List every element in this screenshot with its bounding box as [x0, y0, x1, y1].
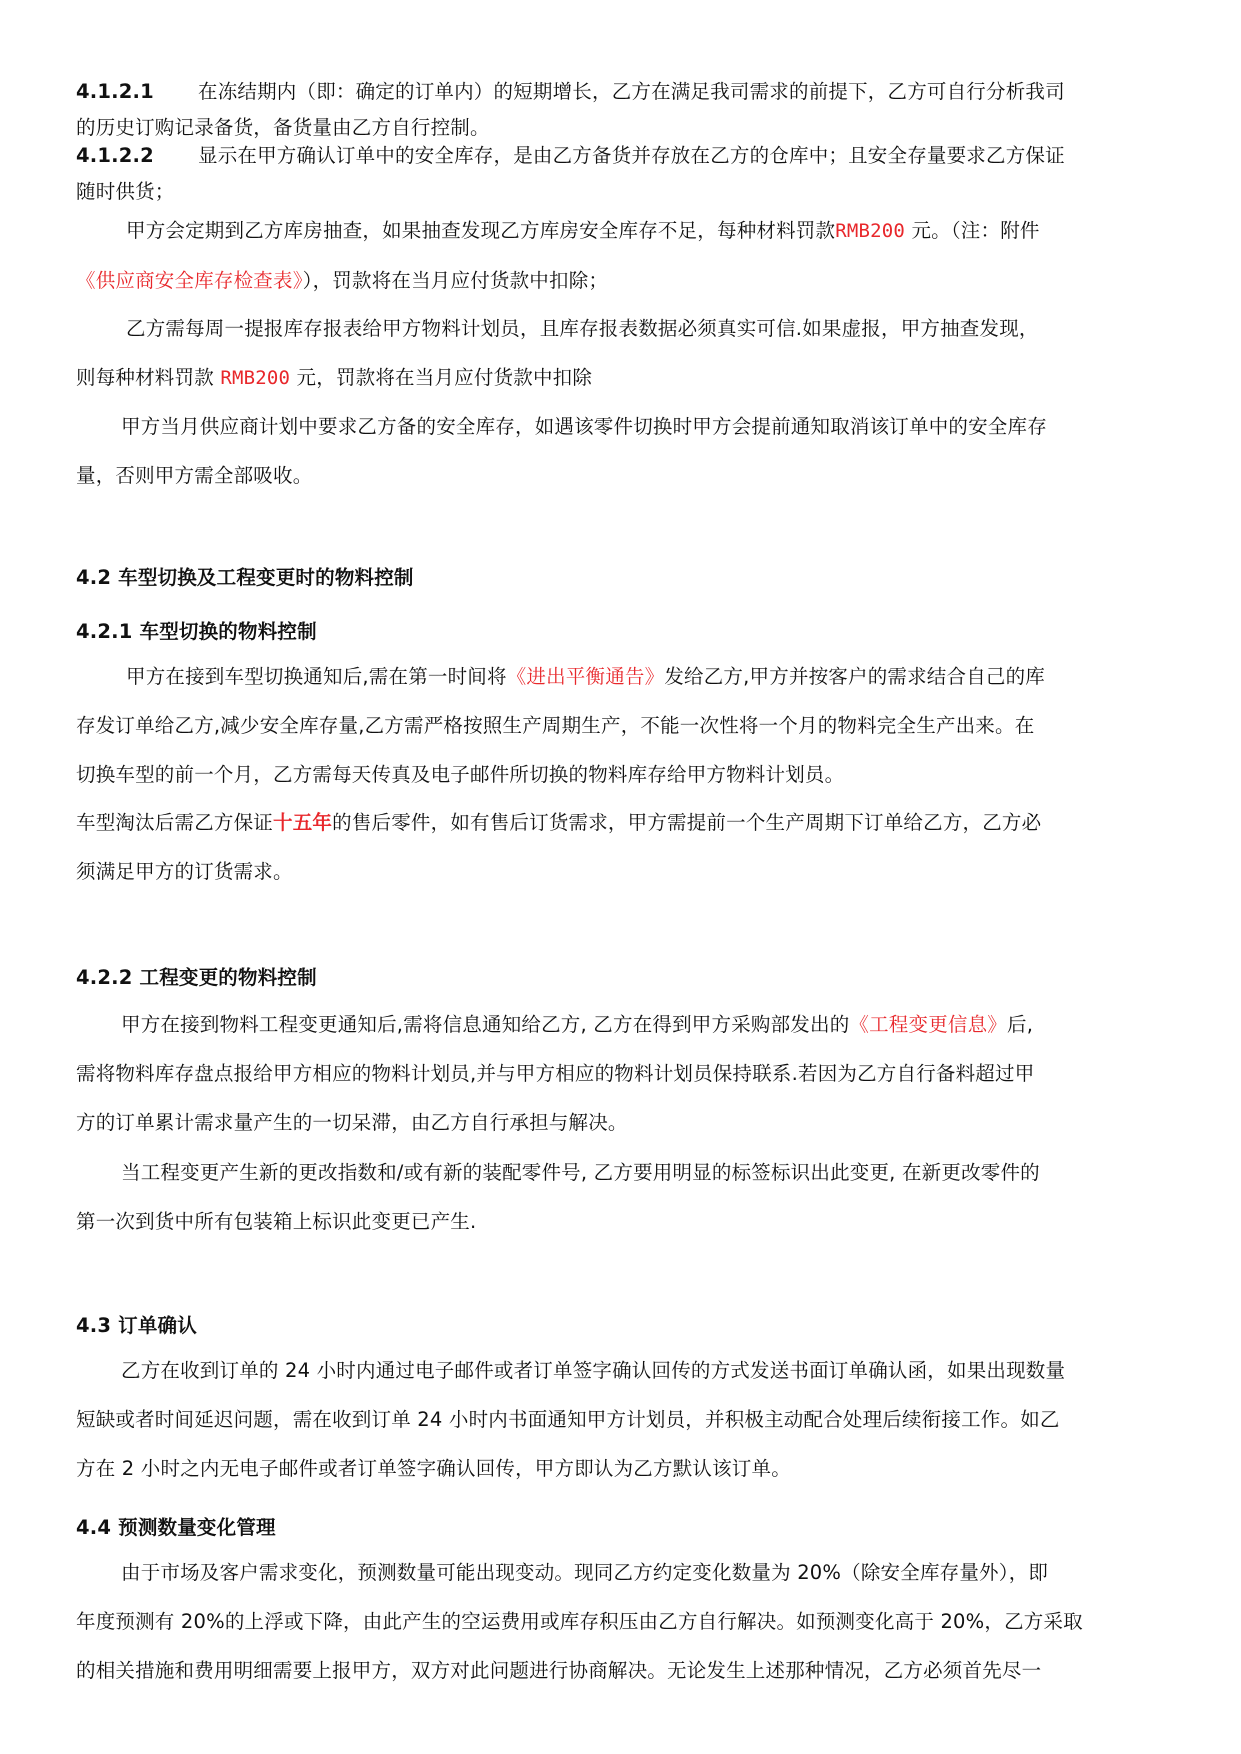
paragraph-change-labeling — [76, 1148, 1174, 1246]
document-reference: 《工程变更信息》 — [849, 1013, 1008, 1036]
text-line: 切换车型的前一个月，乙方需每天传真及电子邮件所切换的物料库存给甲方物料计划员。 — [76, 763, 845, 786]
text-line: 乙方需每周一提报库存报表给甲方物料计划员，且库存报表数据必须真实可信.如果虚报，甲方抽查发现， — [126, 317, 1039, 340]
text-line: 显示在甲方确认订单中的安全库存，是由乙方备货并存放在乙方的仓库中；且安全存量要求乙方保证 — [198, 144, 1065, 167]
text-line: 存发订单给乙方,减少安全库存量,乙方需严格按照生产周期生产，不能一次性将一个月的物料完全生产出来。在 — [76, 714, 1035, 737]
section-heading-4-3: 4.3 订单确认 — [76, 1314, 197, 1337]
clause-number: 4.1.2.1 — [76, 80, 154, 103]
document-reference: 《进出平衡通告》 — [506, 665, 665, 688]
text-line: 当工程变更产生新的更改指数和/或有新的装配零件号, 乙方要用明显的标签标识出此变更, 在新更改零件的 — [121, 1161, 1040, 1184]
section-heading-4-2-1: 4.2.1 车型切换的物料控制 — [76, 620, 317, 643]
clause-4-1-2-1 — [76, 74, 1174, 146]
paragraph-forecast-change — [76, 1548, 1174, 1695]
clause-number: 4.1.2.2 — [76, 144, 154, 167]
text-line: 随时供货； — [76, 180, 175, 203]
text-line: 由于市场及客户需求变化，预测数量可能出现变动。现同乙方约定变化数量为 20%（除安全库存量外），即 — [121, 1561, 1049, 1584]
text-line: 年度预测有 20%的上浮或下降，由此产生的空运费用或库存积压由乙方自行解决。如预测变化高于 20%，乙方采取 — [76, 1610, 1083, 1633]
section-heading-4-2-2: 4.2.2 工程变更的物料控制 — [76, 966, 317, 989]
attachment-reference: 《供应商安全库存检查表》 — [76, 269, 303, 292]
paragraph-spot-check: 甲方会定期到乙方库房抽查，如果抽查发现乙方库房安全库存不足，每种材料罚款RMB200 元。（注：附件 《供应商安全库存检查表》），罚款将在当月应付货款中扣除； — [76, 219, 1040, 292]
section-heading-4-4: 4.4 预测数量变化管理 — [76, 1516, 276, 1539]
fine-amount: RMB200 — [220, 367, 291, 389]
text-line: 须满足甲方的订货需求。 — [76, 860, 293, 883]
section-heading-4-2: 4.2 车型切换及工程变更时的物料控制 — [76, 566, 414, 589]
text-line: 短缺或者时间延迟问题，需在收到订单 24 小时内书面通知甲方计划员，并积极主动配合处理后续衔接工作。如乙 — [76, 1408, 1060, 1431]
paragraph-after-sales: 车型淘汰后需乙方保证十五年的售后零件，如有售后订货需求，甲方需提前一个生产周期下订单给乙方，乙方必 须满足甲方的订货需求。 — [76, 798, 1174, 896]
text-line: 第一次到货中所有包装箱上标识此变更已产生. — [76, 1210, 477, 1233]
text-line: 甲方当月供应商计划中要求乙方备的安全库存，如遇该零件切换时甲方会提前通知取消该订单中的安全库存 — [121, 415, 1047, 438]
paragraph-engineering-change: 甲方在接到物料工程变更通知后,需将信息通知给乙方, 乙方在得到甲方采购部发出的《工程变更信息》后, 需将物料库存盘点报给甲方相应的物料计划员,并与甲方相应的物料计划员保持联系.若因为乙方自行备料超过甲 方的订单累计需求量产生的一切呆滞，由乙方自行承担与解决。 — [76, 1000, 1174, 1147]
paragraph-safety-stock-cancel — [76, 402, 1174, 500]
fine-amount: RMB200 — [835, 220, 906, 242]
text-line: 的历史订购记录备货，备货量由乙方自行控制。 — [76, 116, 490, 139]
text-line: 量，否则甲方需全部吸收。 — [76, 464, 313, 487]
paragraph-inventory-report: 乙方需每周一提报库存报表给甲方物料计划员，且库存报表数据必须真实可信.如果虚报，甲方抽查发现， 则每种材料罚款 RMB200 元，罚款将在当月应付货款中扣除 — [76, 304, 1174, 403]
paragraph-model-switch: 甲方在接到车型切换通知后,需在第一时间将《进出平衡通告》发给乙方,甲方并按客户的需求结合自己的库 存发订单给乙方,减少安全库存量,乙方需严格按照生产周期生产，不能一次性将一个月的物料完全生产出来。在 切换车型的前一个月，乙方需每天传真及电子邮件所切换的物料库存给甲方物料计划员。 — [76, 652, 1174, 799]
text-line: 的相关措施和费用明细需要上报甲方，双方对此问题进行协商解决。无论发生上述那种情况，乙方必须首先尽一 — [76, 1659, 1042, 1682]
text-line: 乙方在收到订单的 24 小时内通过电子邮件或者订单签字确认回传的方式发送书面订单确认函，如果出现数量 — [121, 1359, 1066, 1382]
text-line: 方的订单累计需求量产生的一切呆滞，由乙方自行承担与解决。 — [76, 1111, 628, 1134]
paragraph-order-confirmation — [76, 1346, 1174, 1493]
text-line: 在冻结期内（即：确定的订单内）的短期增长，乙方在满足我司需求的前提下，乙方可自行分析我司 — [198, 80, 1065, 103]
emphasis-years: 十五年 — [273, 811, 333, 834]
text-line: 方在 2 小时之内无电子邮件或者订单签字确认回传，甲方即认为乙方默认该订单。 — [76, 1457, 791, 1480]
clause-4-1-2-2 — [76, 138, 1174, 210]
text-line: 需将物料库存盘点报给甲方相应的物料计划员,并与甲方相应的物料计划员保持联系.若因为乙方自行备料超过甲 — [76, 1062, 1035, 1085]
